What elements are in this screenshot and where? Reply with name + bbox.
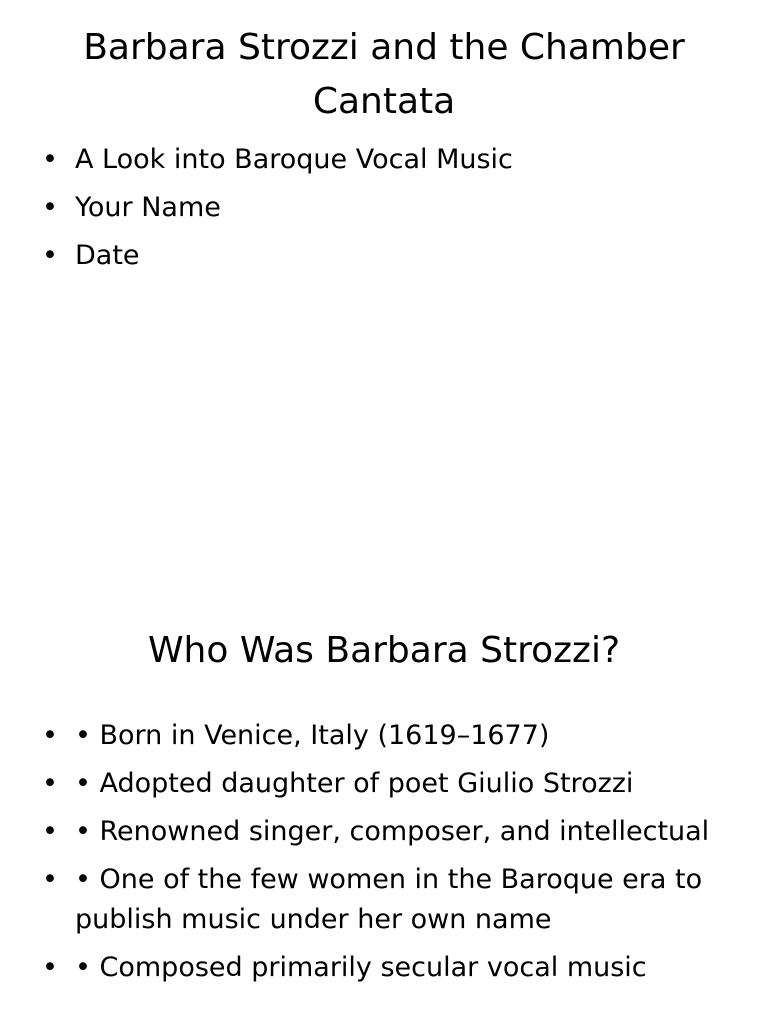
bullet-text: Date bbox=[75, 240, 140, 271]
bullet-item bbox=[38, 860, 730, 940]
bullet-item bbox=[38, 716, 730, 756]
bullet-icon: • bbox=[42, 816, 58, 847]
bullet-text: • Composed primarily secular vocal music bbox=[75, 952, 647, 983]
bullet-text: A Look into Baroque Vocal Music bbox=[75, 144, 513, 175]
slide-title: Barbara Strozzi and the Chamber Cantata bbox=[83, 27, 685, 122]
bullet-item bbox=[38, 188, 730, 228]
bullet-item bbox=[38, 948, 730, 988]
bullet-item bbox=[38, 140, 730, 180]
bullet-item bbox=[38, 236, 730, 276]
bullet-text: • Renowned singer, composer, and intellectual bbox=[75, 816, 710, 847]
slide-title: Who Was Barbara Strozzi? bbox=[147, 630, 621, 671]
slide-biography bbox=[0, 576, 768, 1024]
bullet-icon: • bbox=[42, 144, 58, 175]
bullet-item bbox=[38, 812, 730, 852]
bullet-icon: • bbox=[42, 240, 58, 271]
bullet-icon: • bbox=[42, 192, 58, 223]
bullet-text: Your Name bbox=[75, 192, 221, 223]
bullet-text: • Adopted daughter of poet Giulio Strozzi bbox=[75, 768, 634, 799]
bullet-item bbox=[38, 764, 730, 804]
bullet-icon: • bbox=[42, 864, 58, 895]
bullet-icon: • bbox=[42, 720, 58, 751]
bullet-icon: • bbox=[42, 768, 58, 799]
bullet-text: • Born in Venice, Italy (1619–1677) bbox=[75, 720, 550, 751]
bullet-icon: • bbox=[42, 952, 58, 983]
bullet-list bbox=[38, 716, 730, 996]
bullet-list bbox=[38, 140, 730, 284]
bullet-text: • One of the few women in the Baroque era to publish music under her own name bbox=[75, 864, 703, 935]
